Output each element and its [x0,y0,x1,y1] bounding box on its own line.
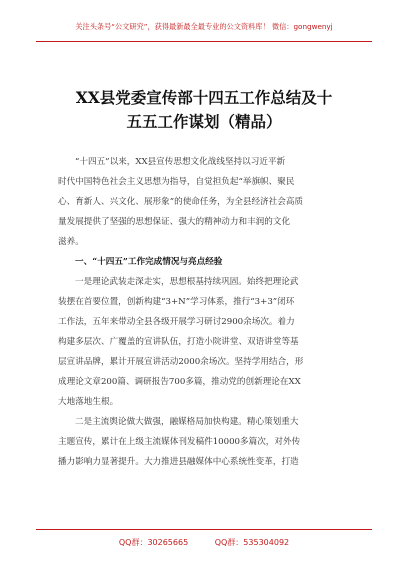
body-line: 量发展提供了坚强的思想保证、强大的精神动力和丰润的文化 [58,217,291,227]
footer-divider [36,529,372,530]
body-line: 播力影响力显著提升。大力推进县融媒体中心系统性变革，打造 [58,457,299,467]
body-line: 成理论文章200篇、调研报告700多篇，推动党的创新理论在XX [58,377,301,387]
body-line: 构建多层次、广覆盖的宣讲队伍，打造小院讲堂、双语讲堂等基 [58,337,299,347]
qq-group-1: QQ群：30265665 [118,538,189,547]
body-line: 主题宣传，累计在上级主流媒体刊发稿件10000多篇次，对外传 [58,437,301,447]
body-line: 滋养。 [58,237,84,247]
title-line-2: 五五工作谋划（精品） [126,112,282,131]
body-line: 心、育新人、兴文化、展形象”的使命任务，为全县经济社会高质 [58,197,304,207]
body-line: 一是理论武装走深走实，思想根基持续巩固。始终把理论武 [75,277,299,287]
header-divider [36,41,372,42]
body-line: 装摆在首要位置，创新构建“3+N”学习体系，推行“3+3”闭环 [58,297,295,307]
body-line: 二是主流舆论做大做强，融媒格局加快构建。精心策划重大 [75,417,299,427]
body-line: 层宣讲品牌，累计开展宣讲活动2000余场次。坚持学用结合，形 [58,357,304,367]
body-line: “十四五”以来，XX县宣传思想文化战线坚持以习近平新 [75,157,286,167]
title-line-1: XX县党委宣传部十四五工作总结及十 [75,88,333,107]
document-title [0,86,408,134]
qq-group-2: QQ群：535304092 [214,538,290,547]
promo-footer [0,537,408,548]
section-heading: 一、“十四五”工作完成情况与亮点经验 [75,257,223,267]
document-body [58,152,354,472]
body-line: 时代中国特色社会主义思想为指导，自觉担负起“举旗帜、聚民 [58,177,295,187]
body-line: 大地落地生根。 [58,397,119,407]
body-line: 工作法，五年来带动全县各级开展学习研讨2900余场次。着力 [58,317,295,327]
promo-header: 关注头条号“公文研究”，获得最新最全最专业的公文资料库！ 微信：gongwenyj [75,22,333,31]
